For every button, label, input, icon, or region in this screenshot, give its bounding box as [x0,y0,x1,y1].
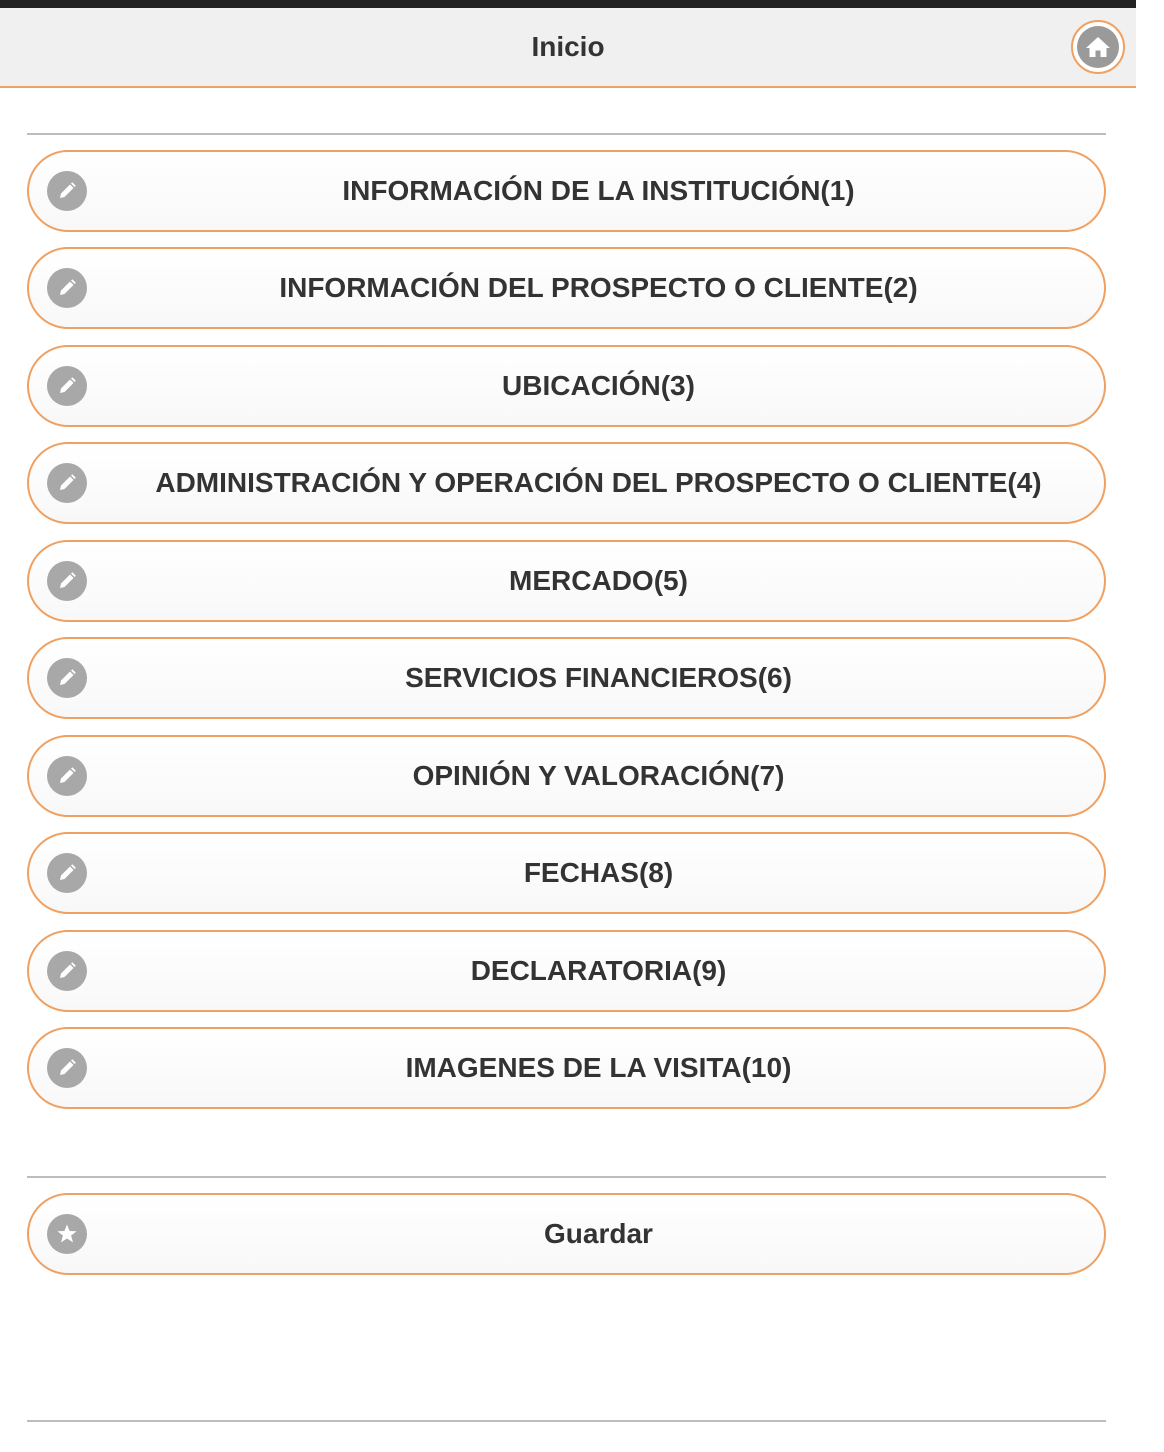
menu-item-administracion-operacion[interactable] [27,442,1106,524]
edit-icon [47,366,87,406]
edit-icon [47,853,87,893]
divider-middle [27,1176,1106,1178]
menu-item-label: MERCADO(5) [509,565,688,596]
edit-icon [47,561,87,601]
edit-icon [47,756,87,796]
menu-item-label: INFORMACIÓN DEL PROSPECTO O CLIENTE(2) [279,272,918,303]
menu-item-label: DECLARATORIA(9) [470,955,727,986]
save-button-label: Guardar [544,1218,653,1249]
menu-item-label: INFORMACIÓN DE LA INSTITUCIÓN(1) [342,175,855,206]
menu-item-informacion-institucion[interactable] [27,150,1106,232]
menu-item-label: FECHAS(8) [523,857,674,888]
header-bar [0,8,1136,88]
menu-item-fechas[interactable] [27,832,1106,914]
menu-item-label: IMAGENES DE LA VISITA(10) [405,1052,792,1083]
menu-item-label: UBICACIÓN(3) [502,370,695,401]
top-strip-gap [1136,0,1164,8]
save-button[interactable] [27,1193,1106,1275]
menu-item-label: SERVICIOS FINANCIEROS(6) [405,662,792,693]
edit-icon [47,463,87,503]
menu-item-imagenes-visita[interactable] [27,1027,1106,1109]
menu-item-informacion-prospecto[interactable] [27,247,1106,329]
menu-item-opinion-valoracion[interactable] [27,735,1106,817]
page-title: Inicio [531,31,605,62]
menu-item-mercado[interactable] [27,540,1106,622]
menu-item-servicios-financieros[interactable] [27,637,1106,719]
edit-icon [47,951,87,991]
menu-item-declaratoria[interactable] [27,930,1106,1012]
menu-item-label: ADMINISTRACIÓN Y OPERACIÓN DEL PROSPECTO O CLIENTE(4) [155,467,1042,498]
home-icon [1077,26,1119,68]
menu-item-ubicacion[interactable] [27,345,1106,427]
edit-icon [47,658,87,698]
menu-item-label: OPINIÓN Y VALORACIÓN(7) [412,760,785,791]
edit-icon [47,268,87,308]
edit-icon [47,171,87,211]
top-strip [0,0,1136,8]
divider-top [27,133,1106,135]
divider-bottom [27,1420,1106,1422]
home-button[interactable] [1071,20,1125,74]
edit-icon [47,1048,87,1088]
star-icon [47,1214,87,1254]
